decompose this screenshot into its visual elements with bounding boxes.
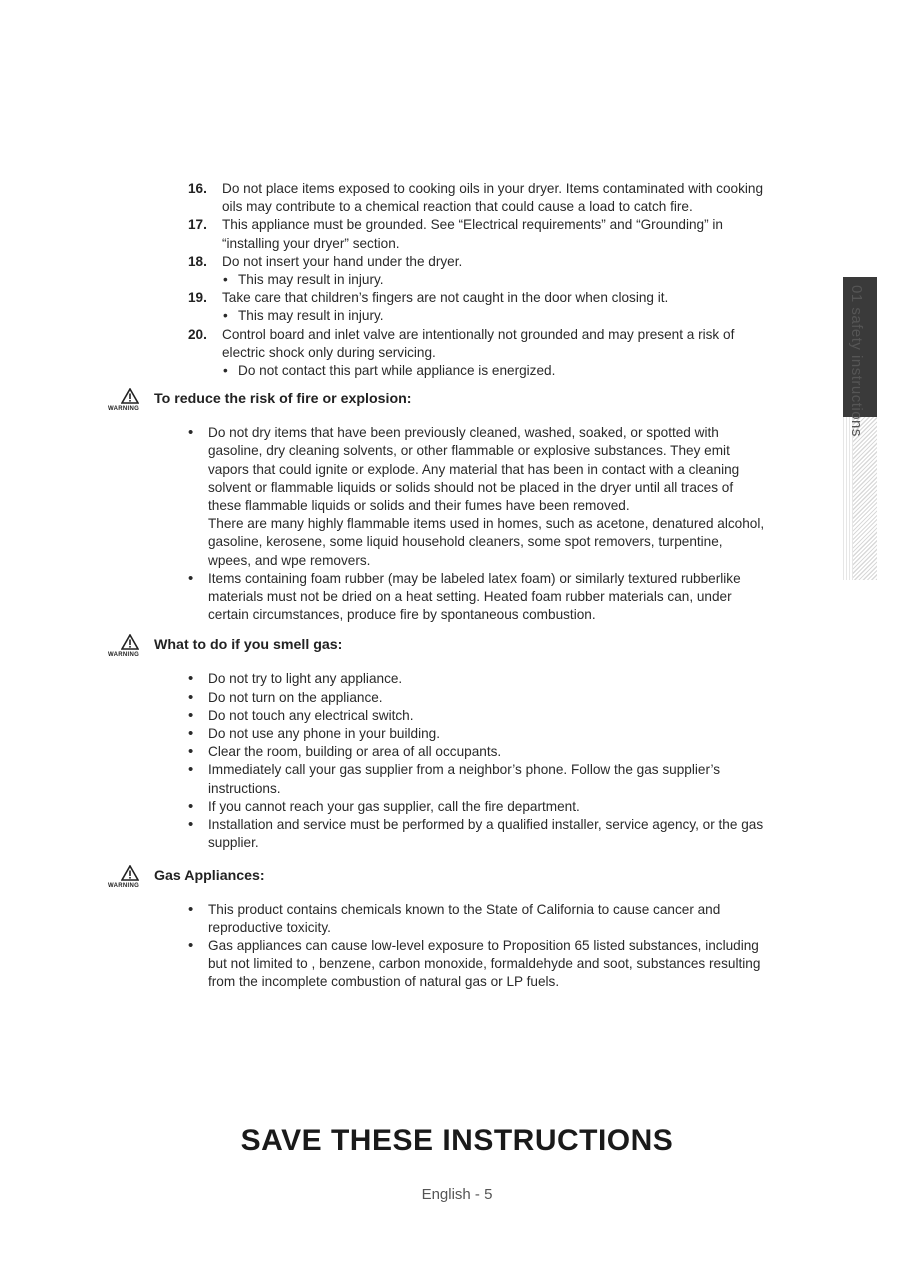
warning-heading <box>108 388 813 418</box>
bullet-item <box>108 707 813 725</box>
bullet-item <box>108 424 813 515</box>
section-list <box>108 670 813 852</box>
sub-bullet-item: • This may result in injury. <box>108 271 813 289</box>
item-text-line: • Do not turn on the appliance. <box>208 689 383 705</box>
bullet-item <box>108 937 813 992</box>
item-text-line: Do not place items exposed to cooking oils in your dryer. Items contaminated with cooking <box>222 181 764 196</box>
item-number: 16. <box>188 181 207 196</box>
item-text-line: from the incomplete combustion of natural gas or LP fuels. <box>208 974 560 990</box>
item-text-line: • Do not use any phone in your building. <box>208 726 441 742</box>
bullet-item <box>108 798 813 816</box>
bullet-item <box>108 570 813 625</box>
item-number: 20. <box>188 326 207 342</box>
item-text-line: supplier. <box>208 835 259 851</box>
numbered-item <box>108 180 813 216</box>
item-text-line: There are many highly flammable items used in homes, such as acetone, denatured alcohol, <box>208 516 765 532</box>
item-text-line: solvent or flammable liquids or solids should not be placed in the dryer until all traces of <box>208 479 734 495</box>
warning-heading <box>108 634 813 664</box>
item-text-line: Take care that children’s fingers are not caught in the door when closing it. <box>222 290 669 306</box>
item-text-line: • Clear the room, building or area of all occupants. <box>208 744 502 760</box>
section-list <box>108 424 813 624</box>
warning-heading <box>108 865 813 895</box>
item-text-line: reproductive toxicity. <box>208 919 331 935</box>
item-number: 19. <box>188 290 207 306</box>
item-text-line: • Installation and service must be performed by a qualified installer, service agency, or the gas <box>208 817 764 833</box>
numbered-item <box>108 253 813 271</box>
item-text-line: materials must not be dried on a heat setting. Heated foam rubber materials can, under <box>208 589 732 605</box>
item-number: 18. <box>188 253 207 269</box>
item-text-line: • This product contains chemicals known to the State of California to cause cancer and <box>208 901 721 917</box>
numbered-item <box>108 289 813 307</box>
warning-label: WARNING <box>108 652 140 659</box>
bullet-item <box>108 743 813 761</box>
save-instructions-heading: SAVE THESE INSTRUCTIONS <box>240 1124 674 1157</box>
bullet-item <box>108 761 813 797</box>
page-footer: English - 5 <box>421 1186 493 1203</box>
bullet-item <box>108 725 813 743</box>
paragraph-item <box>108 515 813 570</box>
warning-label: WARNING <box>108 406 140 413</box>
sub-bullet-item: • This may result in injury. <box>108 307 813 325</box>
item-text-line: gasoline, kerosene, some liquid household cleaners, some spot removers, turpentine, <box>208 534 723 550</box>
warning-icon <box>108 388 152 418</box>
item-text-line: Control board and inlet valve are intentionally not grounded and may present a risk of <box>222 326 735 342</box>
warning-label: WARNING <box>108 882 140 889</box>
item-text-line: certain circumstances, produce fire by spontaneous combustion. <box>208 607 596 623</box>
item-text-line: but not limited to , benzene, carbon monoxide, formaldehyde and soot, substances resulting <box>208 956 761 972</box>
item-text-line: oils may contribute to a chemical reaction that could cause a load to catch fire. <box>222 199 693 215</box>
item-text-line: • Do not try to light any appliance. <box>208 671 403 687</box>
side-tab-label: 01 safety instructions <box>848 285 865 437</box>
item-text-line: vapors that could ignite or explode. Any material that has been in contact with a cleaning <box>208 461 740 477</box>
warning-icon <box>108 865 152 895</box>
item-text-line: Do not insert your hand under the dryer. <box>222 253 463 269</box>
item-number: 17. <box>188 217 207 233</box>
warning-icon <box>108 634 152 664</box>
sub-bullet-item: • Do not contact this part while appliance is energized. <box>108 362 813 380</box>
section-title: What to do if you smell gas: <box>154 637 343 654</box>
numbered-item <box>108 216 813 252</box>
item-text-line: electric shock only during servicing. <box>222 344 436 360</box>
item-text-line: • Items containing foam rubber (may be labeled latex foam) or similarly textured rubberlike <box>208 570 741 586</box>
item-text-line: “installing your dryer” section. <box>222 235 400 251</box>
chapter-side-tab <box>843 277 877 580</box>
item-text-line: • Gas appliances can cause low-level exposure to Proposition 65 listed substances, including <box>208 937 759 953</box>
numbered-list <box>108 180 813 380</box>
item-text-line: these flammable liquids or solids and their fumes have been removed. <box>208 498 630 514</box>
item-text-line: • If you cannot reach your gas supplier, call the fire department. <box>208 798 580 814</box>
section-title: To reduce the risk of fire or explosion: <box>154 391 412 408</box>
item-text-line: gasoline, dry cleaning solvents, or other flammable or explosive substances. They emit <box>208 443 730 459</box>
item-text-line: instructions. <box>208 780 281 796</box>
item-text-line: • Immediately call your gas supplier from a neighbor’s phone. Follow the gas supplier’s <box>208 762 721 778</box>
numbered-item <box>108 326 813 362</box>
warning-sections <box>108 388 813 991</box>
item-text-line: • Do not touch any electrical switch. <box>208 707 414 723</box>
bullet-item <box>108 816 813 852</box>
item-text-line: • Do not dry items that have been previously cleaned, washed, soaked, or spotted with <box>208 425 719 441</box>
bullet-item <box>108 689 813 707</box>
document-body <box>108 180 813 992</box>
section-title: Gas Appliances: <box>154 867 265 884</box>
item-text-line: wpees, and wpe removers. <box>208 552 371 568</box>
bullet-item <box>108 901 813 937</box>
item-text-line: This appliance must be grounded. See “Electrical requirements” and “Grounding” in <box>222 217 723 233</box>
bullet-item <box>108 670 813 688</box>
section-list <box>108 901 813 992</box>
